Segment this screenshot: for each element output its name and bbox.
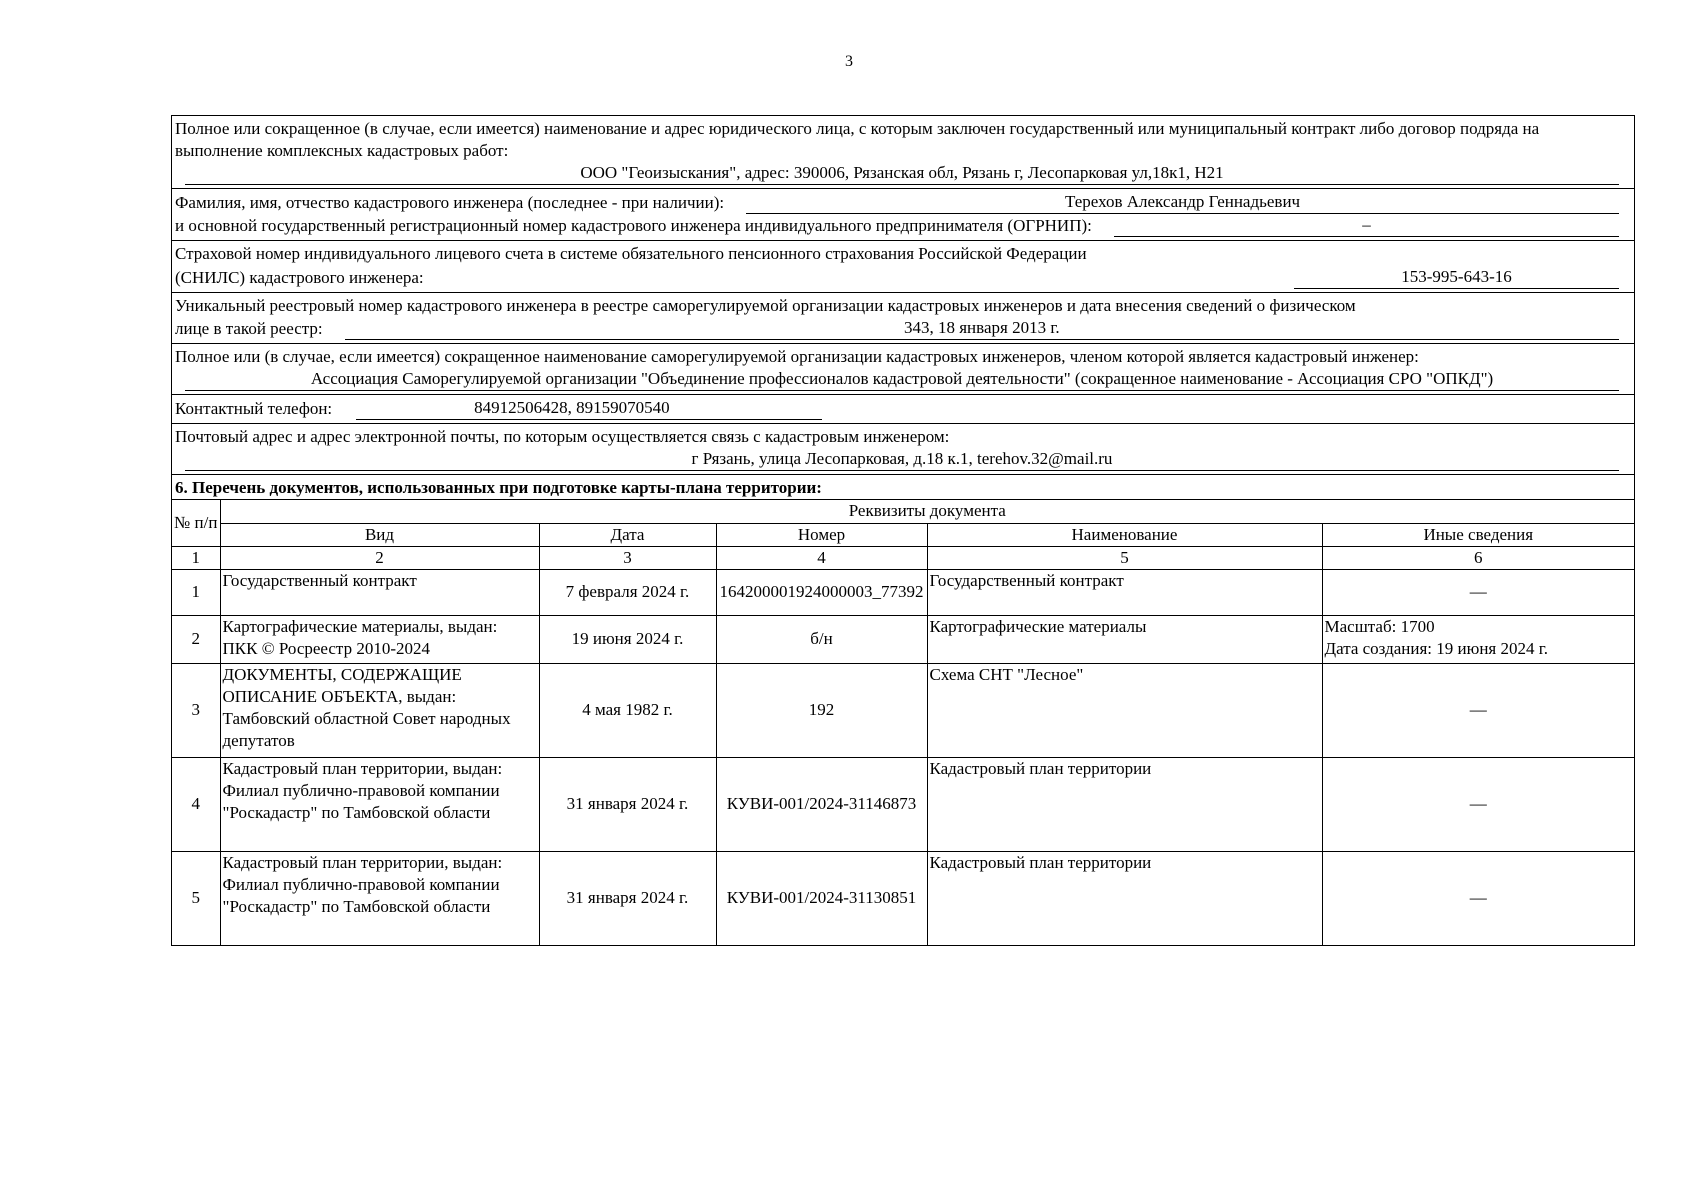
engineer-name-value: Терехов Александр Геннадьевич — [746, 191, 1619, 214]
snils-value: 153-995-643-16 — [1294, 266, 1619, 289]
row-kind: Кадастровый план территории, выдан: Филиал публично-правовой компании "Роскадастр" по Тамбовской области — [220, 757, 539, 851]
ogrnip-label: и основной государственный регистрационный номер кадастрового инженера индивидуального предпринимателя (ОГРНИП): — [175, 216, 1092, 236]
sro-value: Ассоциация Саморегулируемой организации "Объединение профессионалов кадастровой деятельности" (сокращенное наименование - Ассоциация СРО "ОПКД") — [185, 368, 1619, 391]
phone-section — [172, 395, 1634, 424]
row-name: Государственный контракт — [927, 569, 1322, 615]
sro-label: Полное или (в случае, если имеется) сокращенное наименование саморегулируемой организации кадастровых инженеров, членом которой является кадастровый инженер: — [175, 346, 1419, 366]
row-number: 4 — [172, 757, 220, 851]
phone-label: Контактный телефон: — [175, 399, 333, 419]
row-kind: Государственный контракт — [220, 569, 539, 615]
row-number: 1 — [172, 569, 220, 615]
contractor-value: ООО "Геоизыскания", адрес: 390006, Рязанская обл, Рязань г, Лесопарковая ул,18к1, Н21 — [185, 162, 1619, 185]
engineer-name-label: Фамилия, имя, отчество кадастрового инженера (последнее - при наличии): — [175, 193, 725, 213]
registry-row — [175, 317, 1631, 340]
header-other: Иные сведения — [1322, 523, 1634, 546]
row-number: 5 — [172, 851, 220, 945]
column-number-row — [172, 546, 1634, 569]
table-row — [172, 757, 1634, 851]
table-row — [172, 615, 1634, 663]
row-number: 3 — [172, 663, 220, 757]
row-date: 31 января 2024 г. — [539, 757, 716, 851]
row-other: — — [1322, 569, 1634, 615]
snils-label-line2: (СНИЛС) кадастрового инженера: — [175, 267, 424, 287]
row-date: 7 февраля 2024 г. — [539, 569, 716, 615]
row-number-value: б/н — [716, 615, 927, 663]
table-row — [172, 851, 1634, 945]
documents-table — [172, 500, 1634, 945]
table-row — [172, 663, 1634, 757]
row-number: 2 — [172, 615, 220, 663]
col-number: 6 — [1322, 546, 1634, 569]
row-number-value: КУВИ-001/2024-31146873 — [716, 757, 927, 851]
snils-section — [172, 241, 1634, 292]
header-group: Реквизиты документа — [220, 500, 1634, 523]
table-header-row-1 — [172, 500, 1634, 523]
row-date: 31 января 2024 г. — [539, 851, 716, 945]
snils-label-line1: Страховой номер индивидуального лицевого счета в системе обязательного пенсионного страхования Российской Федерации — [175, 244, 1087, 264]
table-header-row-2 — [172, 523, 1634, 546]
header-date: Дата — [539, 523, 716, 546]
documents-title: 6. Перечень документов, использованных при подготовке карты-плана территории: — [172, 475, 1634, 500]
row-name: Картографические материалы — [927, 615, 1322, 663]
col-number: 3 — [539, 546, 716, 569]
ogrnip-row — [175, 214, 1631, 237]
postal-value: г Рязань, улица Лесопарковая, д.18 к.1, terehov.32@mail.ru — [185, 448, 1619, 471]
registry-section — [172, 293, 1634, 344]
col-number: 5 — [927, 546, 1322, 569]
phone-row — [175, 397, 1631, 420]
snils-row — [175, 266, 1631, 289]
engineer-name-row — [175, 191, 1631, 214]
row-kind: Картографические материалы, выдан: ПКК © Росреестр 2010-2024 — [220, 615, 539, 663]
row-other: — — [1322, 851, 1634, 945]
registry-value: 343, 18 января 2013 г. — [345, 317, 1619, 340]
row-other: Масштаб: 1700 Дата создания: 19 июня 2024 г. — [1322, 615, 1634, 663]
header-number: Номер — [716, 523, 927, 546]
row-number-value: КУВИ-001/2024-31130851 — [716, 851, 927, 945]
row-kind: Кадастровый план территории, выдан: Филиал публично-правовой компании "Роскадастр" по Тамбовской области — [220, 851, 539, 945]
header-kind: Вид — [220, 523, 539, 546]
cadastral-info-sheet — [171, 115, 1635, 946]
row-name: Кадастровый план территории — [927, 757, 1322, 851]
engineer-section — [172, 189, 1634, 241]
registry-label-line1: Уникальный реестровый номер кадастрового инженера в реестре саморегулируемой организации кадастровых инженеров и дата внесения сведений о физическом — [175, 295, 1356, 315]
phone-value: 84912506428, 89159070540 — [356, 397, 822, 420]
row-other: — — [1322, 757, 1634, 851]
contractor-section — [172, 116, 1634, 189]
table-row — [172, 569, 1634, 615]
contractor-label: Полное или сокращенное (в случае, если имеется) наименование и адрес юридического лица, с которым заключен государственный или муниципальный контракт либо договор подряда на выполнение комплексных кадастровых работ: — [175, 119, 1540, 161]
row-name: Кадастровый план территории — [927, 851, 1322, 945]
documents-section — [172, 475, 1634, 945]
sro-section — [172, 344, 1634, 395]
row-number-value: 192 — [716, 663, 927, 757]
row-name: Схема СНТ "Лесное" — [927, 663, 1322, 757]
row-date: 4 мая 1982 г. — [539, 663, 716, 757]
col-number: 4 — [716, 546, 927, 569]
row-kind: ДОКУМЕНТЫ, СОДЕРЖАЩИЕ ОПИСАНИЕ ОБЪЕКТА, выдан: Тамбовский областной Совет народных депутатов — [220, 663, 539, 757]
postal-label: Почтовый адрес и адрес электронной почты, по которым осуществляется связь с кадастровым инженером: — [175, 427, 950, 447]
registry-label-line2: лице в такой реестр: — [175, 318, 323, 338]
row-number-value: 164200001924000003_77392 — [716, 569, 927, 615]
col-number: 2 — [220, 546, 539, 569]
col-number: 1 — [172, 546, 220, 569]
page-number: 3 — [845, 53, 853, 70]
row-other: — — [1322, 663, 1634, 757]
postal-section — [172, 424, 1634, 475]
row-date: 19 июня 2024 г. — [539, 615, 716, 663]
header-name: Наименование — [927, 523, 1322, 546]
header-num: № п/п — [172, 500, 220, 546]
ogrnip-value: – — [1114, 214, 1619, 237]
